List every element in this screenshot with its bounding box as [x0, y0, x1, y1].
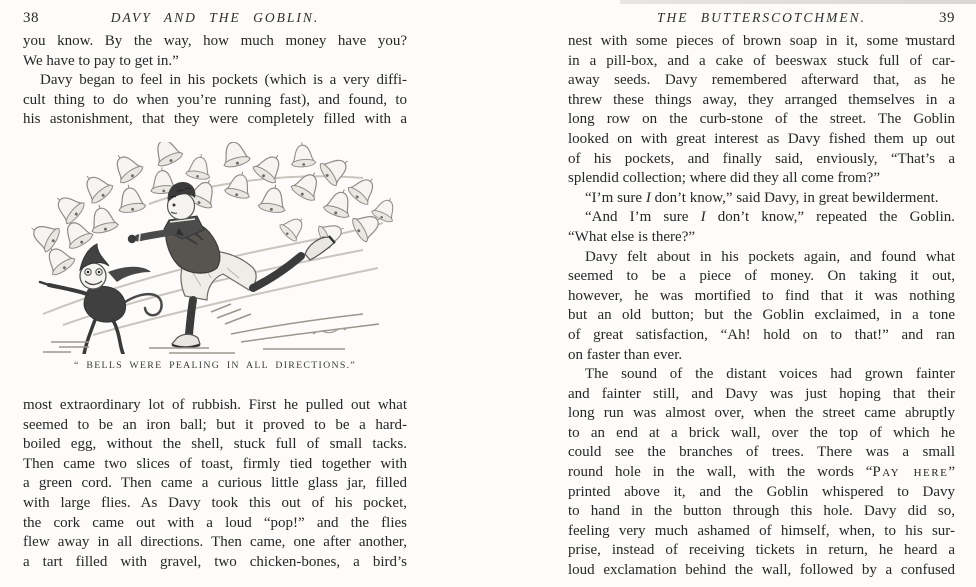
- text-line: splendid collection; where did they all come from?”: [568, 170, 880, 187]
- engraving-drawing: [31, 142, 399, 354]
- text-line: a green cord. Then came a curious little glass jar, filled: [23, 475, 407, 492]
- running-head-right: THE BUTTERSCOTCHMEN.: [656, 10, 867, 25]
- page-number-left: 38: [23, 10, 39, 26]
- text-line: “What else is there?”: [568, 228, 696, 245]
- right-text-column: [568, 0, 955, 587]
- text-line: feeling very much ashamed of himself, when, to his sur-: [568, 522, 955, 539]
- text-line: with large flies. As Davy took this out of his pocket,: [23, 494, 407, 511]
- right-page: [488, 0, 976, 587]
- text-line: seemed to be a piece of money. On taking it out,: [568, 268, 955, 285]
- text-line: loud exclamation behind the wall, followed by a confused: [568, 562, 955, 579]
- text-line: could see the branches of trees. There was a small: [568, 444, 955, 461]
- text-line: long run was almost over, when the street came abruptly: [568, 405, 955, 422]
- text-line: looked on with great interest as Davy fished them up out: [568, 130, 955, 147]
- right-paragraphs: [568, 32, 955, 581]
- text-line: away seeds. Davy remembered afterward that, as he: [568, 72, 955, 89]
- text-line: We have to pay to get in.”: [23, 52, 179, 69]
- left-running-head-row: [23, 10, 407, 32]
- text-line: but an old button; but the Goblin exclaimed, in a tone: [568, 307, 955, 324]
- left-paragraphs-bottom: [23, 396, 407, 572]
- text-line: seemed to be an iron ball; but it proved to be a hard-: [23, 416, 407, 433]
- text-line: long row on the curb-stone of the street. The Goblin: [568, 111, 955, 128]
- text-line: Davy felt about in his pockets again, and found what: [585, 248, 955, 265]
- davy-figure: [128, 182, 335, 347]
- left-text-column: [23, 0, 407, 587]
- page-number-right: 39: [939, 10, 955, 26]
- text-line: round hole in the wall, with the words “Pay here”: [568, 464, 955, 481]
- text-line: The sound of the distant voices had grown fainter: [585, 366, 955, 383]
- text-line: his astonishment, that they were completely filled with a: [23, 111, 407, 128]
- text-line: threw these things away, they arranged themselves in a: [568, 91, 955, 108]
- text-line: to hand in the button through this hole. Davy did so,: [568, 503, 955, 520]
- text-line: boiled egg, without the shell, stuck full of small tacks.: [23, 436, 407, 453]
- text-line: most extraordinary lot of rubbish. First he pulled out what: [23, 397, 407, 413]
- text-line: prise, instead of receiving tickets in return, he heard a: [568, 542, 955, 559]
- text-line: “I’m sure I don’t know,” said Davy, in great bewilderment.: [585, 189, 939, 206]
- left-paragraphs-top: [23, 32, 407, 130]
- text-line: Then came two slices of toast, firmly tied together with: [23, 455, 407, 472]
- running-head-left: DAVY AND THE GOBLIN.: [110, 10, 320, 25]
- right-running-head-row: [568, 10, 955, 32]
- text-line: nest with some pieces of brown soap in it, some mustard: [568, 33, 955, 49]
- text-line: printed above it, and the Goblin whispered to Davy: [568, 483, 955, 500]
- text-line: to an end at a brick wall, over the top of which he: [568, 424, 955, 441]
- illustration-davy-goblin-bells: [31, 142, 399, 354]
- text-line: on faster than ever.: [568, 346, 683, 363]
- text-line: a tart filled with gravel, two chicken-bones, a bird’s: [23, 553, 407, 570]
- text-line: in a pill-box, and a cake of beeswax stuck full of car-: [568, 52, 955, 69]
- text-line: of his pockets, and finally said, enviously, “That’s a: [568, 150, 955, 167]
- text-line: the cork came out with a loud “pop!” and the flies: [23, 514, 407, 531]
- text-line: and fainter still, and Davy was just hoping that their: [568, 385, 955, 402]
- text-line: flew away in all directions. Then came, one after another,: [23, 534, 407, 551]
- text-line: “And I’m sure I don’t know,” repeated the Goblin.: [585, 209, 955, 226]
- text-line: cult thing to do when you’re running fast), and found, to: [23, 91, 407, 108]
- illustration-caption: “ BELLS WERE PEALING IN ALL DIRECTIONS.”: [74, 360, 356, 371]
- text-line: of great satisfaction, “Ah! hold on to that!” and ran: [568, 326, 955, 343]
- text-line: you know. By the way, how much money have you?: [23, 33, 407, 49]
- text-line: Davy began to feel in his pockets (which is a very diffi-: [40, 72, 407, 89]
- text-line: however, he was mortified to find that it was nothing: [568, 287, 955, 304]
